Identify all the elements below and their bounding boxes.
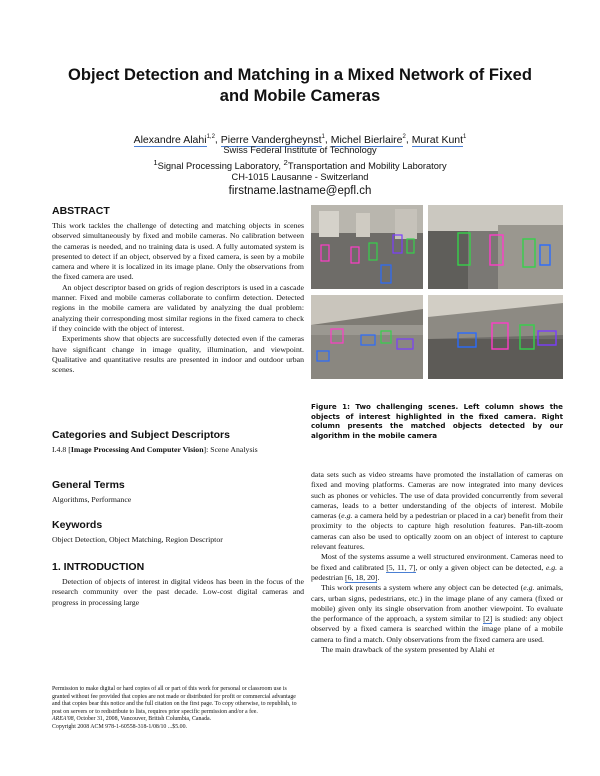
abstract-section [52,205,304,375]
categories-heading: Categories and Subject Descriptors [52,429,230,441]
title-line-2: and Mobile Cameras [219,87,381,105]
email-address: firstname.lastname@epfl.ch [228,184,372,197]
body-paragraph: The main drawback of the system presented by Alahi et [321,645,495,655]
author-name[interactable]: Pierre Vandergheynst [220,133,322,146]
keywords-heading: Keywords [52,519,103,531]
author-name[interactable]: Michel Bierlaire [330,133,403,146]
categories-section [52,429,304,455]
introduction-continued [311,470,563,655]
keywords-section [52,519,304,545]
abstract-paragraph: Experiments show that objects are successfully detected even if the cameras have significant change in image quality, illumination, and viewpoint. Qualitative and quantitative results are presented in indoor and outdoor urban scenes. [52,334,304,375]
copyright-footnote [52,686,304,731]
general-terms-section [52,479,304,505]
venue-line: AREA'08, October 31, 2008, Vancouver, British Columbia, Canada. [52,716,212,722]
affiliation-block [60,145,540,198]
introduction-section [52,561,304,608]
institute-name: Swiss Federal Institute of Technology [223,145,377,155]
paper-title [40,65,560,107]
author-affil-mark: 2 [402,134,406,140]
author-list: Alexandre Alahi$^{1,2}$, Pierre Vandergheynst$^1$, Michel Bierlaire$^2$, Murat Kunt$^1$ [133,133,467,146]
citation-link[interactable]: [6, 18, 20] [345,572,378,582]
author-affil-mark: 1 [321,134,325,140]
body-paragraph: Most of the systems assume a well structured environment. Cameras need to be fixed and calibrated [5, 11, 7], or only a given object can be detected, e.g. a pedestrian [6, 18, 20]. [311,552,563,582]
keywords-text: Object Detection, Object Matching, Region Descriptor [52,535,223,544]
author-name[interactable]: Alexandre Alahi [133,133,207,146]
figure-image-mobile-outdoor [428,295,563,379]
general-terms-heading: General Terms [52,479,125,491]
figure-1 [311,205,563,393]
body-paragraph: data sets such as video streams have promoted the installation of cameras on fixed and moving platforms. Cameras are now integrated into many devices such as phones or vehicles. The use of data provided concurrently from several cameras, leads to a better understanding of the objects of interest. Mobile cameras (e.g. a camera held by a pedestrian or placed in a car) benefit from their proximity to the objects to capture high resolution features. Pan-tilt-zoom cameras can also be used to optically zoom on an object of interest to capture relevant features. [311,470,564,552]
abstract-paragraph: An object descriptor based on grids of region descriptors is used in a cascade manner. Fixed and mobile cameras collaborate to confirm detection. Detected regions in the mobile camera are validated by analyzing the dual problem: analyzing their corresponding most similar regions in the fixed camera to check if they coincide with the object of interest. [52,282,304,333]
categories-text: I.4.8 [Image Processing And Computer Vision]: Scene Analysis [52,445,258,454]
introduction-paragraph: Detection of objects of interest in digital videos has been in the focus of the research community over the past decade. Low-cost digital cameras and progress in processing large [52,577,304,607]
author-affil-mark: 1 [463,134,467,140]
citation-link[interactable]: [5, 11, 7] [386,562,416,572]
author-name[interactable]: Murat Kunt [411,133,464,146]
figure-image-mobile-indoor [428,205,563,289]
citation-link[interactable]: [2] [483,614,493,624]
title-line-1: Object Detection and Matching in a Mixed Network of Fixed [68,66,532,84]
figure-image-fixed-indoor [311,205,423,289]
address-line: CH-1015 Lausanne - Switzerland [231,172,369,183]
introduction-heading: 1. INTRODUCTION [52,561,145,573]
figure-caption: Figure 1: Two challenging scenes. Left column shows the objects of interest highlighted in the fixed camera. Right column presents the matched objects detected by our algorithm in the mobile camera [311,402,563,440]
figure-image-fixed-outdoor [311,295,423,379]
permission-notice: Permission to make digital or hard copies of all or part of this work for personal or classroom use is granted without fee provided that copies are not made or distributed for profit or commercial advantage and that copies bear this notice and the full citation on the first page. To copy otherwise, to republish, to post on servers or to redistribute to lists, requires prior specific permission and/or a fee. [52,686,297,715]
abstract-heading: ABSTRACT [52,205,110,217]
copyright-line: Copyright 2008 ACM 978-1-60558-318-1/08/10 ...$5.00. [52,723,187,730]
abstract-paragraph: This work tackles the challenge of detecting and matching objects in scenes observed simultaneously by fixed and mobile cameras. No calibration between the cameras is needed, and no training data is used. A fully automated system is presented to detect if an object, observed by a fixed camera, is seen by a mobile camera and where it is localized in its image plane. Only the observations from the fixed camera are used. [52,221,304,282]
general-terms-text: Algorithms, Performance [52,495,132,504]
lab-line: $^1$Signal Processing Laboratory, $^2$Transportation and Mobility Laboratory [153,157,447,171]
author-affil-mark: 1,2 [206,134,215,140]
body-paragraph: This work presents a system where any object can be detected (e.g. animals, cars, urban signs, pedestrians, etc.) in the image plane of any camera (fixed or mobile) given only its single observation from another viewpoint. To evaluate the performance of the approach, a system similar to [2] is studied: any object observed by a fixed camera is searched within the image plane of a mobile camera to find a match. Only observations from the fixed camera are used. [311,583,564,644]
